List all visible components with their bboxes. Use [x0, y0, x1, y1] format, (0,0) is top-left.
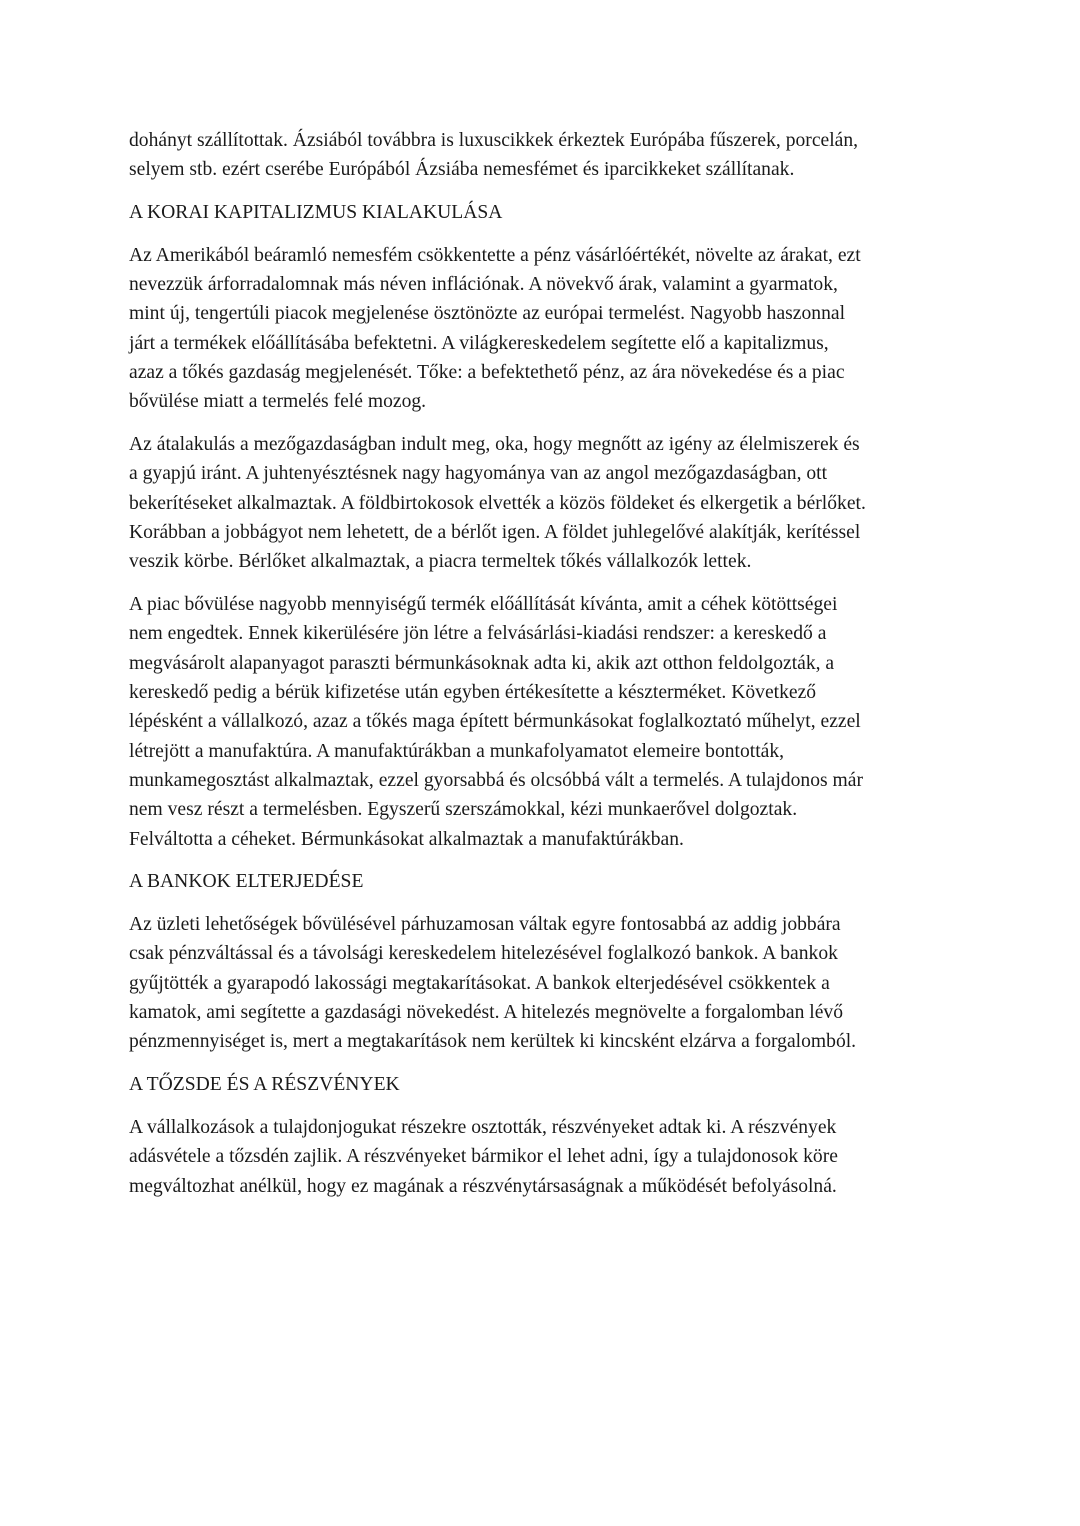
text-line: megváltozhat anélkül, hogy ez magának a részvénytársaságnak a működését befolyásolná. — [129, 1175, 837, 1197]
text-line: létrejött a manufaktúra. A manufaktúrákban a munkafolyamatot elemeire bontották, — [129, 740, 785, 762]
text-line: Az Amerikából beáramló nemesfém csökkentette a pénz vásárlóértékét, növelte az árakat, ezt — [129, 244, 861, 266]
text-line: nevezzük árforradalomnak más néven inflációnak. A növekvő árak, valamint a gyarmatok, — [129, 274, 838, 296]
text-line: Az üzleti lehetőségek bővülésével párhuzamosan váltak egyre fontosabbá az addig jobbára — [129, 914, 841, 936]
text-line: veszik körbe. Bérlőket alkalmaztak, a piacra termeltek tőkés vállalkozók lettek. — [129, 551, 752, 573]
section-heading-tozsde: A TŐZSDE ÉS A RÉSZVÉNYEK — [129, 1074, 400, 1096]
text-line: A piac bővülése nagyobb mennyiségű termék előállítását kívánta, amit a céhek kötöttségei — [129, 594, 838, 616]
paragraph-manufaktura — [129, 590, 951, 854]
text-line: pénzmennyiséget is, mert a megtakarítások nem kerültek ki kincsként elzárva a forgalomból. — [129, 1031, 857, 1053]
text-line: azaz a tőkés gazdaság megjelenését. Tőke: a befektethető pénz, az ára növekedése és a piac — [129, 362, 845, 384]
text-line: nem engedtek. Ennek kikerülésére jön létre a felvásárlási-kiadási rendszer: a kereskedő a — [129, 623, 827, 645]
paragraph-bankok — [129, 910, 951, 1056]
text-line: mint új, tengertúli piacok megjelenése ösztönözte az európai termelést. Nagyobb haszonnal — [129, 303, 846, 325]
text-line: munkamegosztást alkalmaztak, ezzel gyorsabbá és olcsóbbá vált a termelés. A tulajdonos már — [129, 769, 863, 791]
text-line: a gyapjú iránt. A juhtenyésztésnek nagy hagyománya van az angol mezőgazdaságban, ott — [129, 463, 828, 485]
text-line: megvásárolt alapanyagot paraszti bérmunkásoknak adta ki, akik azt otthon feldolgozták, a — [129, 652, 835, 674]
text-line: bekerítéseket alkalmaztak. A földbirtokosok elvették a közös földeket és elkergetik a bérlőket. — [129, 492, 866, 514]
text-line: dohányt szállítottak. Ázsiából továbbra is luxuscikkek érkeztek Európába fűszerek, porcelán, — [129, 130, 859, 151]
section-heading-korai-kapitalizmus: A KORAI KAPITALIZMUS KIALAKULÁSA — [129, 202, 503, 224]
text-line: bővülése miatt a termelés felé mozog. — [129, 391, 427, 413]
text-line: Az átalakulás a mezőgazdaságban indult meg, oka, hogy megnőtt az igény az élelmiszerek és — [129, 434, 860, 456]
paragraph-reszvenyek — [129, 1113, 951, 1201]
text-line: A vállalkozások a tulajdonjogukat részekre osztották, részvényeket adtak ki. A részvények — [129, 1116, 837, 1138]
text-line: gyűjtötték a gyarapodó lakossági megtakarításokat. A bankok elterjedésével csökkentek a — [129, 972, 830, 994]
document-body — [129, 126, 951, 1214]
text-line: lépésként a vállalkozó, azaz a tőkés maga épített bérmunkásokat foglalkoztató műhelyt, ezzel — [129, 711, 861, 733]
paragraph-mezogazdasag — [129, 430, 951, 576]
paragraph-arforradalom — [129, 241, 951, 417]
text-line: kereskedő pedig a bérük kifizetése után egyben értékesítette a készterméket. Következő — [129, 682, 817, 704]
text-line: Felváltotta a céheket. Bérmunkásokat alkalmaztak a manufaktúrákban. — [129, 828, 684, 850]
text-line: csak pénzváltással és a távolsági kereskedelem hitelezésével foglalkozó bankok. A bankok — [129, 943, 838, 965]
section-heading-bankok: A BANKOK ELTERJEDÉSE — [129, 871, 364, 893]
text-line: járt a termékek előállításába befektetni. A világkereskedelem segítette elő a kapitalizmus, — [129, 332, 829, 354]
text-line: nem vesz részt a termelésben. Egyszerű szerszámokkal, kézi munkaerővel dolgoztak. — [129, 799, 798, 821]
text-line: Korábban a jobbágyot nem lehetett, de a bérlőt igen. A földet juhlegelővé alakítják, kerítéssel — [129, 522, 861, 544]
text-line: kamatok, ami segítette a gazdasági növekedést. A hitelezés megnövelte a forgalomban lévő — [129, 1002, 844, 1024]
text-line: selyem stb. ezért cserébe Európából Ázsiába nemesfémet és iparcikkeket szállítanak. — [129, 159, 795, 181]
intro-paragraph — [129, 126, 951, 185]
text-line: adásvétele a tőzsdén zajlik. A részvényeket bármikor el lehet adni, így a tulajdonosok köre — [129, 1146, 838, 1168]
